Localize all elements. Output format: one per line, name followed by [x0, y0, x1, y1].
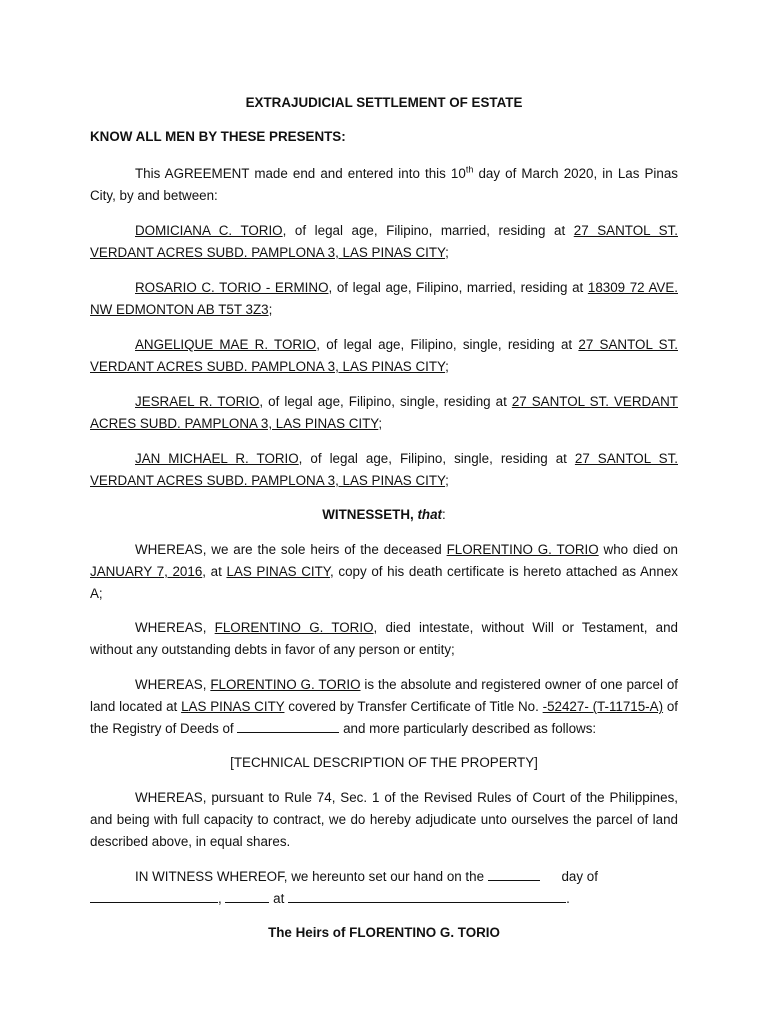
witness-text: . [566, 891, 570, 906]
registry-blank [237, 718, 339, 733]
year-blank [225, 888, 269, 903]
agreement-text-pre: This AGREEMENT made end and entered into this 10 [135, 166, 466, 181]
property-location: LAS PINAS CITY [181, 699, 285, 714]
witness-text: IN WITNESS WHEREOF, we hereunto set our hand on the [135, 869, 488, 884]
witness-text: at [269, 891, 289, 906]
party-description: , of legal age, Filipino, married, residing at [328, 280, 588, 295]
party-name: ANGELIQUE MAE R. TORIO [135, 337, 317, 352]
party-paragraph [90, 391, 678, 435]
party-paragraph [90, 220, 678, 264]
party-description: , of legal age, Filipino, single, residing at [259, 394, 512, 409]
whereas-adjudication-paragraph: WHEREAS, pursuant to Rule 74, Sec. 1 of the Revised Rules of Court of the Philippines, and being with full capacity to contract, we do hereby adjudicate unto ourselves the parcel of land described above, in equal shares. [90, 790, 678, 849]
whereas-text: who died on [598, 542, 678, 557]
witnesseth-colon: : [442, 507, 446, 522]
decedent-name: FLORENTINO G. TORIO [210, 677, 361, 692]
witnesseth-bold: WITNESSETH, [322, 507, 418, 522]
decedent-name: FLORENTINO G. TORIO [446, 542, 599, 557]
agreement-superscript: th [465, 164, 474, 175]
party-end: ; [445, 359, 449, 374]
party-paragraph [90, 448, 678, 492]
death-date: JANUARY 7, 2016 [90, 564, 203, 579]
decedent-name: FLORENTINO G. TORIO [214, 620, 374, 635]
party-address: 27 SANTOL ST. VERDANT ACRES SUBD. PAMPLONA 3, LAS PINAS CITY [90, 394, 678, 431]
heirs-heading: The Heirs of FLORENTINO G. TORIO [268, 925, 500, 940]
party-name: JESRAEL R. TORIO [135, 394, 260, 409]
party-name: JAN MICHAEL R. TORIO [135, 451, 299, 466]
party-description: , of legal age, Filipino, single, residing at [298, 451, 575, 466]
whereas-text: , at [202, 564, 227, 579]
whereas-text: WHEREAS, we are the sole heirs of the deceased [135, 542, 447, 557]
title-number: -52427- (T-11715-A) [542, 699, 664, 714]
whereas-text: and more particularly described as follows: [339, 721, 597, 736]
party-address: 27 SANTOL ST. VERDANT ACRES SUBD. PAMPLONA 3, LAS PINAS CITY [90, 337, 678, 374]
witness-text: , [218, 891, 226, 906]
day-blank [488, 866, 540, 881]
party-description: , of legal age, Filipino, single, residing at [316, 337, 579, 352]
whereas-text: WHEREAS, [135, 677, 211, 692]
whereas-property-paragraph [90, 674, 678, 740]
agreement-paragraph [90, 163, 678, 207]
whereas-text: of the Registry of Deeds of [90, 699, 679, 736]
whereas-death-paragraph [90, 539, 678, 605]
party-end: ; [268, 302, 273, 317]
whereas-intestate-paragraph [90, 617, 678, 661]
document-page [90, 92, 678, 944]
party-paragraph [90, 277, 678, 321]
witnesseth-italic: that [417, 507, 443, 522]
party-address: 18309 72 AVE. NW EDMONTON AB T5T 3Z3 [90, 280, 678, 317]
whereas-text: is the absolute and registered owner of one parcel of land located at [90, 677, 679, 714]
technical-description: [TECHNICAL DESCRIPTION OF THE PROPERTY] [230, 755, 538, 770]
whereas-text: WHEREAS, [135, 620, 215, 635]
whereas-text: , died intestate, without Will or Testament, and without any outstanding debts in favor of any person or entity; [90, 620, 678, 657]
document-title: EXTRAJUDICIAL SETTLEMENT OF ESTATE [245, 95, 523, 110]
witnesseth-heading [90, 504, 678, 526]
party-name: DOMICIANA C. TORIO [135, 223, 283, 238]
party-paragraph [90, 334, 678, 378]
party-address: 27 SANTOL ST. VERDANT ACRES SUBD. PAMPLONA 3, LAS PINAS CITY [90, 451, 679, 488]
place-blank [288, 888, 566, 903]
party-name: ROSARIO C. TORIO - ERMINO [135, 280, 329, 295]
party-end: ; [445, 245, 449, 260]
party-description: , of legal age, Filipino, married, residing at [282, 223, 574, 238]
party-end: ; [445, 473, 449, 488]
whereas-text: covered by Transfer Certificate of Title No. [284, 699, 543, 714]
party-address: 27 SANTOL ST. VERDANT ACRES SUBD. PAMPLONA 3, LAS PINAS CITY [90, 223, 678, 260]
opening-clause: KNOW ALL MEN BY THESE PRESENTS: [90, 129, 346, 144]
witness-text: day of [557, 869, 598, 884]
party-end: ; [378, 416, 383, 431]
agreement-text-post: day of March 2020, in Las Pinas City, by and between: [90, 166, 678, 203]
witness-paragraph [90, 866, 678, 910]
whereas-text: , copy of his death certificate is hereto attached as Annex A; [90, 564, 678, 601]
death-place: LAS PINAS CITY [226, 564, 331, 579]
month-blank [90, 888, 218, 903]
